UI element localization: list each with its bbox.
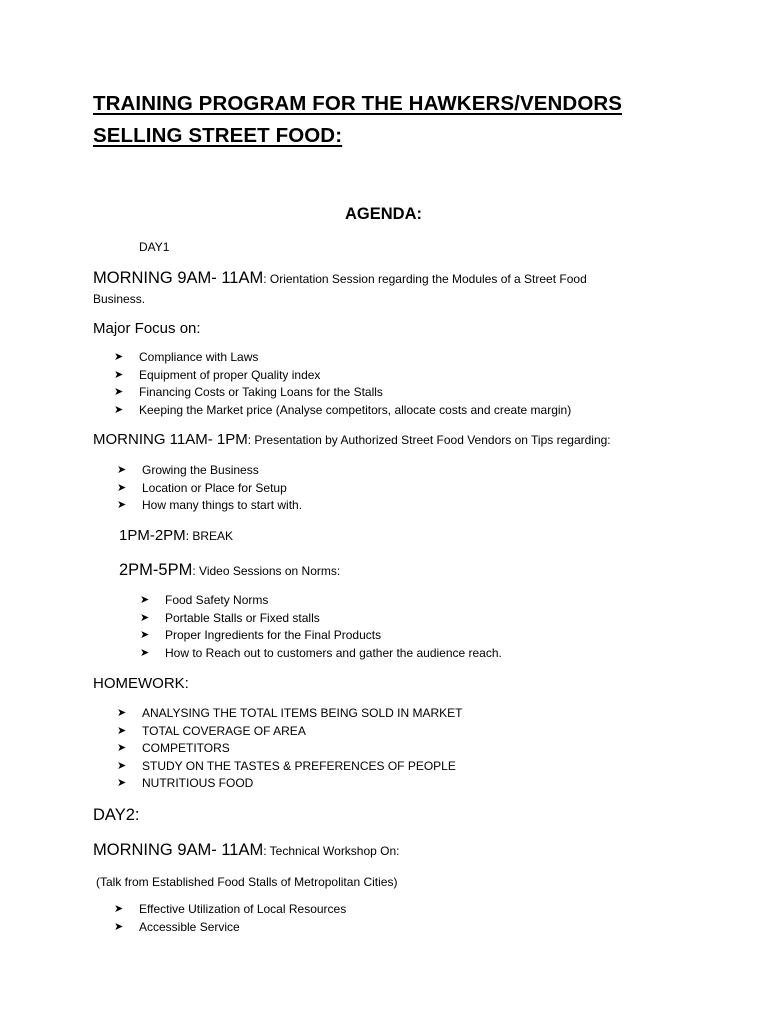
workshop-list <box>114 901 347 936</box>
list-item: ➤ Financing Costs or Taking Loans for the Stalls <box>139 384 571 402</box>
list-item: ➤ STUDY ON THE TASTES & PREFERENCES OF PEOPLE <box>142 758 463 776</box>
arrowhead-bullet-icon: ➤ <box>140 646 150 659</box>
arrowhead-bullet-icon: ➤ <box>117 481 127 494</box>
list-item: ➤ COMPETITORS <box>142 740 463 758</box>
arrowhead-bullet-icon: ➤ <box>114 386 124 399</box>
focus-list <box>114 349 572 419</box>
list-item: ➤ Growing the Business <box>142 462 302 480</box>
list-item: ➤ Location or Place for Setup <box>142 480 302 498</box>
list-item: ➤ NUTRITIOUS FOOD <box>142 775 463 793</box>
arrowhead-bullet-icon: ➤ <box>114 351 124 363</box>
day1-session1-line <box>93 269 587 288</box>
arrowhead-bullet-icon: ➤ <box>117 464 127 476</box>
arrowhead-bullet-icon: ➤ <box>140 594 150 606</box>
day1-session1-desc-continued: Business. <box>93 292 146 306</box>
arrowhead-bullet-icon: ➤ <box>140 611 150 624</box>
arrowhead-bullet-icon: ➤ <box>114 368 124 381</box>
break-line <box>119 527 233 545</box>
day2-label: DAY2: <box>93 806 140 824</box>
document-title-line-1: TRAINING PROGRAM FOR THE HAWKERS/VENDORS <box>93 92 623 115</box>
arrowhead-bullet-icon: ➤ <box>117 759 127 772</box>
day1-session1-time: MORNING 9AM- 11AM <box>93 269 264 287</box>
arrowhead-bullet-icon: ➤ <box>117 777 127 790</box>
list-item: ➤ Equipment of proper Quality index <box>139 367 571 385</box>
list-item: ➤ Effective Utilization of Local Resources <box>139 901 346 919</box>
agenda-heading: AGENDA: <box>345 205 422 223</box>
day1-session2-time: MORNING 11AM- 1PM <box>93 431 248 448</box>
arrowhead-bullet-icon: ➤ <box>117 724 127 737</box>
list-item: ➤ Food Safety Norms <box>165 592 502 610</box>
day1-label: DAY1 <box>139 240 170 254</box>
break-time: 1PM-2PM <box>119 527 186 544</box>
day1-session2-desc: : Presentation by Authorized Street Food Vendors on Tips regarding: <box>247 433 611 447</box>
talk-note: (Talk from Established Food Stalls of Metropolitan Cities) <box>96 875 398 889</box>
break-desc: : BREAK <box>185 529 234 543</box>
list-item: ➤ Portable Stalls or Fixed stalls <box>165 610 502 628</box>
day2-session1-desc: : Technical Workshop On: <box>263 844 400 858</box>
norms-list <box>140 592 502 662</box>
arrowhead-bullet-icon: ➤ <box>117 499 127 512</box>
list-item: ➤ Keeping the Market price (Analyse competitors, allocate costs and create margin) <box>139 402 571 420</box>
day1-session2-line <box>93 431 611 449</box>
homework-heading: HOMEWORK: <box>93 675 189 692</box>
list-item: ➤ Accessible Service <box>139 919 346 937</box>
arrowhead-bullet-icon: ➤ <box>117 742 127 755</box>
list-item: ➤ ANALYSING THE TOTAL ITEMS BEING SOLD IN MARKET <box>142 705 463 723</box>
list-item: ➤ TOTAL COVERAGE OF AREA <box>142 723 463 741</box>
arrowhead-bullet-icon: ➤ <box>140 629 150 642</box>
document-title-line-2: SELLING STREET FOOD: <box>93 124 343 147</box>
day1-session3-line <box>119 561 340 580</box>
list-item: ➤ Compliance with Laws <box>139 349 571 367</box>
arrowhead-bullet-icon: ➤ <box>114 920 124 933</box>
homework-list <box>117 705 463 793</box>
day1-session3-time: 2PM-5PM <box>119 561 193 579</box>
arrowhead-bullet-icon: ➤ <box>117 707 127 719</box>
list-item: ➤ How many things to start with. <box>142 497 302 515</box>
day2-session1-time: MORNING 9AM- 11AM <box>93 841 264 859</box>
focus-heading: Major Focus on: <box>93 320 201 337</box>
day1-session1-desc: : Orientation Session regarding the Modules of a Street Food <box>263 272 587 286</box>
arrowhead-bullet-icon: ➤ <box>114 903 124 915</box>
tips-list <box>117 462 303 515</box>
day1-session3-desc: : Video Sessions on Norms: <box>192 564 341 578</box>
list-item: ➤ Proper Ingredients for the Final Products <box>165 627 502 645</box>
list-item: ➤ How to Reach out to customers and gather the audience reach. <box>165 645 502 663</box>
arrowhead-bullet-icon: ➤ <box>114 403 124 416</box>
day2-session1-line <box>93 841 400 860</box>
